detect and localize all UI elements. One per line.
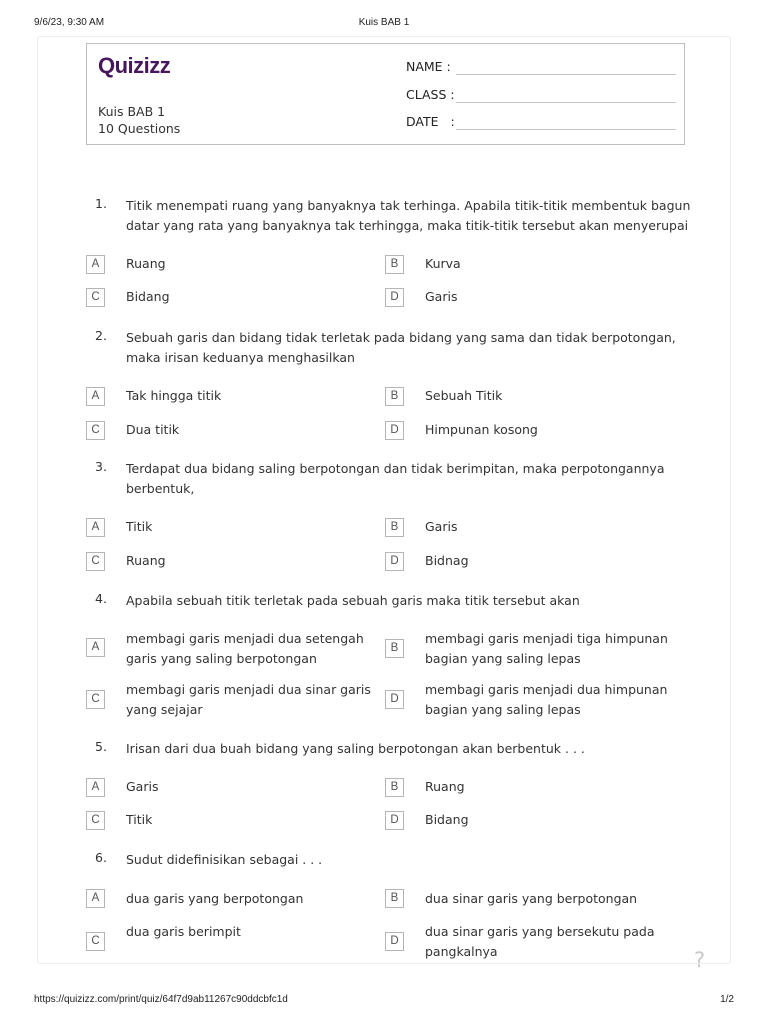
class-label: CLASS :	[406, 87, 455, 102]
question-number: 6.	[95, 850, 107, 865]
option-letter-box: B	[385, 639, 404, 658]
quizizz-logo: Quizizz	[98, 53, 171, 78]
option-text: dua garis berimpit	[126, 924, 241, 939]
option-text: membagi garis menjadi dua setengah garis yang saling berpotongan	[126, 631, 364, 666]
option-letter-box: C	[86, 552, 105, 571]
quiz-title: Kuis BAB 1	[98, 104, 166, 119]
option-letter-box: D	[385, 552, 404, 571]
option-text: Bidang	[425, 812, 469, 827]
option-letter-box: B	[385, 889, 404, 908]
option-letter-box: B	[385, 778, 404, 797]
question-text: Titik menempati ruang yang banyaknya tak terhinga. Apabila titik-titik membentuk bagun datar yang rata yang banyaknya tak terhingga, maka titik-titik tersebut akan menyerupai	[126, 198, 691, 233]
option-letter-box: A	[86, 889, 105, 908]
option-text: Himpunan kosong	[425, 422, 538, 437]
option-text: Ruang	[126, 553, 166, 568]
worksheet-header	[86, 43, 685, 145]
option-text: Garis	[425, 519, 458, 534]
help-icon[interactable]: ?	[694, 948, 706, 972]
option-text: membagi garis menjadi dua sinar garis yang sejajar	[126, 682, 371, 717]
option-text: Bidang	[126, 289, 170, 304]
option-letter-box: A	[86, 518, 105, 537]
print-timestamp: 9/6/23, 9:30 AM	[34, 17, 105, 28]
question-count: 10 Questions	[98, 121, 181, 136]
option-text: dua sinar garis yang berpotongan	[425, 891, 638, 906]
option-text: Ruang	[126, 256, 166, 271]
option-text: Sebuah Titik	[425, 388, 503, 403]
name-label: NAME :	[406, 59, 451, 74]
option-letter-box: A	[86, 638, 105, 657]
option-letter-box: C	[86, 288, 105, 307]
option-text: membagi garis menjadi dua himpunan bagian yang saling lepas	[425, 682, 668, 717]
option-text: Garis	[126, 779, 159, 794]
print-url[interactable]: https://quizizz.com/print/quiz/64f7d9ab11267c90ddcbfc1d	[34, 994, 288, 1005]
name-field	[406, 59, 676, 75]
option-letter-box: A	[86, 387, 105, 406]
question-number: 4.	[95, 591, 107, 606]
question-text: Sebuah garis dan bidang tidak terletak pada bidang yang sama dan tidak berpotongan, maka irisan keduanya menghasilkan	[126, 330, 676, 365]
option-text: Tak hingga titik	[126, 388, 222, 403]
print-title: Kuis BAB 1	[358, 17, 410, 28]
option-letter-box: D	[385, 421, 404, 440]
option-text: Titik	[126, 812, 153, 827]
option-letter-box: D	[385, 811, 404, 830]
option-letter-box: C	[86, 811, 105, 830]
question-text: Irisan dari dua buah bidang yang saling berpotongan akan berbentuk . . .	[126, 741, 585, 756]
print-header	[34, 17, 734, 31]
option-letter-box: D	[385, 932, 404, 951]
option-letter-box: C	[86, 690, 105, 709]
option-letter-box: C	[86, 932, 105, 951]
question-text: Sudut didefinisikan sebagai . . .	[126, 852, 323, 867]
option-letter-box: B	[385, 387, 404, 406]
option-text: dua garis yang berpotongan	[126, 891, 304, 906]
name-line	[456, 74, 676, 75]
option-text: membagi garis menjadi tiga himpunan bagian yang saling lepas	[425, 631, 668, 666]
page-number: 1/2	[720, 994, 734, 1005]
question-number: 3.	[95, 459, 107, 474]
question-number: 1.	[95, 196, 107, 211]
option-text: Ruang	[425, 779, 465, 794]
date-label: DATE :	[406, 114, 455, 129]
option-letter-box: A	[86, 778, 105, 797]
class-field	[406, 87, 676, 103]
option-text: Kurva	[425, 256, 461, 271]
date-field	[406, 114, 676, 130]
option-letter-box: D	[385, 288, 404, 307]
question-number: 5.	[95, 739, 107, 754]
option-text: Bidnag	[425, 553, 469, 568]
question-number: 2.	[95, 328, 107, 343]
option-text: Dua titik	[126, 422, 180, 437]
print-footer	[34, 994, 734, 1008]
option-letter-box: D	[385, 690, 404, 709]
option-text: Garis	[425, 289, 458, 304]
option-letter-box: B	[385, 518, 404, 537]
question-text: Terdapat dua bidang saling berpotongan dan tidak berimpitan, maka perpotongannya berbentuk,	[126, 461, 665, 496]
option-letter-box: B	[385, 255, 404, 274]
question-text: Apabila sebuah titik terletak pada sebuah garis maka titik tersebut akan	[126, 593, 580, 608]
option-letter-box: A	[86, 255, 105, 274]
option-text: dua sinar garis yang bersekutu pada pangkalnya	[425, 924, 655, 959]
option-text: Titik	[126, 519, 153, 534]
date-line	[456, 129, 676, 130]
option-letter-box: C	[86, 421, 105, 440]
class-line	[456, 102, 676, 103]
